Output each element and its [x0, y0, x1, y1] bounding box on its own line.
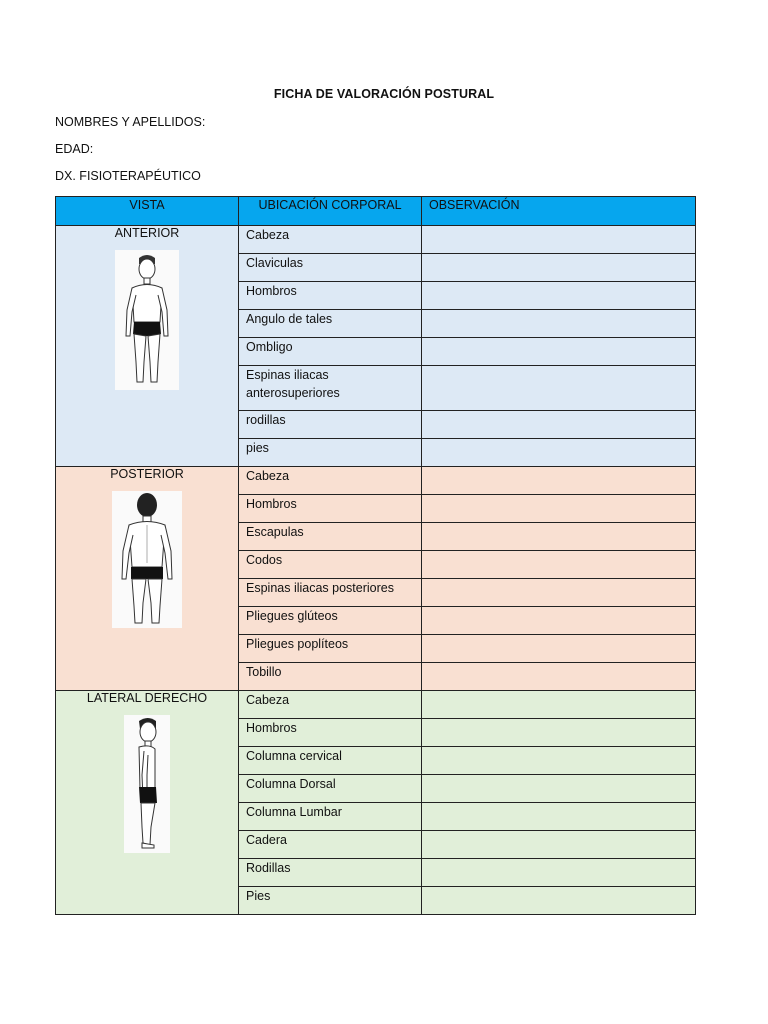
- body-location-cell: pies: [239, 439, 422, 467]
- table-header-row: [56, 197, 696, 226]
- observation-cell[interactable]: [422, 310, 696, 338]
- vista-cell-lateral: [56, 691, 239, 915]
- diagnosis-field-label: DX. FISIOTERAPÉUTICO: [55, 169, 201, 183]
- body-location-cell: Pliegues poplíteos: [239, 635, 422, 663]
- header-ubicacion: UBICACIÓN CORPORAL: [239, 197, 422, 226]
- observation-cell[interactable]: [422, 523, 696, 551]
- names-field-label: NOMBRES Y APELLIDOS:: [55, 115, 206, 129]
- body-location-cell: Columna cervical: [239, 747, 422, 775]
- observation-cell[interactable]: [422, 803, 696, 831]
- body-location-cell: Pliegues glúteos: [239, 607, 422, 635]
- body-location-cell: rodillas: [239, 411, 422, 439]
- body-location-cell: Cabeza: [239, 691, 422, 719]
- body-location-cell: Columna Dorsal: [239, 775, 422, 803]
- body-location-cell: Hombros: [239, 282, 422, 310]
- age-field-label: EDAD:: [55, 142, 94, 156]
- observation-cell[interactable]: [422, 254, 696, 282]
- body-location-cell: Columna Lumbar: [239, 803, 422, 831]
- observation-cell[interactable]: [422, 831, 696, 859]
- observation-cell[interactable]: [422, 635, 696, 663]
- body-location-cell: Pies: [239, 887, 422, 915]
- body-location-cell: Hombros: [239, 495, 422, 523]
- observation-cell[interactable]: [422, 282, 696, 310]
- lateral-body-icon: [124, 715, 170, 853]
- anterior-body-icon: [115, 250, 179, 390]
- body-location-cell: Ombligo: [239, 338, 422, 366]
- observation-cell[interactable]: [422, 747, 696, 775]
- body-location-cell: Tobillo: [239, 663, 422, 691]
- page-title: FICHA DE VALORACIÓN POSTURAL: [273, 87, 495, 101]
- table-row: [56, 226, 696, 254]
- body-location-cell: Codos: [239, 551, 422, 579]
- observation-cell[interactable]: [422, 719, 696, 747]
- table-row: [56, 467, 696, 495]
- observation-cell[interactable]: [422, 579, 696, 607]
- observation-cell[interactable]: [422, 887, 696, 915]
- body-location-cell: Hombros: [239, 719, 422, 747]
- table-row: [56, 691, 696, 719]
- section-anterior: [56, 226, 696, 467]
- observation-cell[interactable]: [422, 775, 696, 803]
- observation-cell[interactable]: [422, 467, 696, 495]
- body-location-cell: Rodillas: [239, 859, 422, 887]
- section-lateral-derecho: [56, 691, 696, 915]
- observation-cell[interactable]: [422, 338, 696, 366]
- body-location-cell: Angulo de tales: [239, 310, 422, 338]
- body-location-cell: Cabeza: [239, 467, 422, 495]
- posterior-body-icon: [112, 491, 182, 628]
- observation-cell[interactable]: [422, 411, 696, 439]
- vista-label: ANTERIOR: [114, 226, 180, 240]
- body-location-cell: Espinas iliacas anterosuperiores: [239, 366, 422, 411]
- observation-cell[interactable]: [422, 366, 696, 411]
- body-location-cell: Cabeza: [239, 226, 422, 254]
- body-location-cell: Claviculas: [239, 254, 422, 282]
- observation-cell[interactable]: [422, 551, 696, 579]
- assessment-table: [55, 196, 696, 915]
- vista-label: LATERAL DERECHO: [86, 691, 208, 705]
- observation-cell[interactable]: [422, 691, 696, 719]
- body-location-cell: Cadera: [239, 831, 422, 859]
- header-vista: VISTA: [56, 197, 239, 226]
- vista-cell-anterior: [56, 226, 239, 467]
- observation-cell[interactable]: [422, 439, 696, 467]
- observation-cell[interactable]: [422, 495, 696, 523]
- observation-cell[interactable]: [422, 607, 696, 635]
- body-location-cell: Escapulas: [239, 523, 422, 551]
- vista-label: POSTERIOR: [110, 467, 184, 481]
- observation-cell[interactable]: [422, 226, 696, 254]
- header-observacion: OBSERVACIÓN: [422, 197, 696, 226]
- observation-cell[interactable]: [422, 859, 696, 887]
- section-posterior: [56, 467, 696, 691]
- body-location-cell: Espinas iliacas posteriores: [239, 579, 422, 607]
- vista-cell-posterior: [56, 467, 239, 691]
- observation-cell[interactable]: [422, 663, 696, 691]
